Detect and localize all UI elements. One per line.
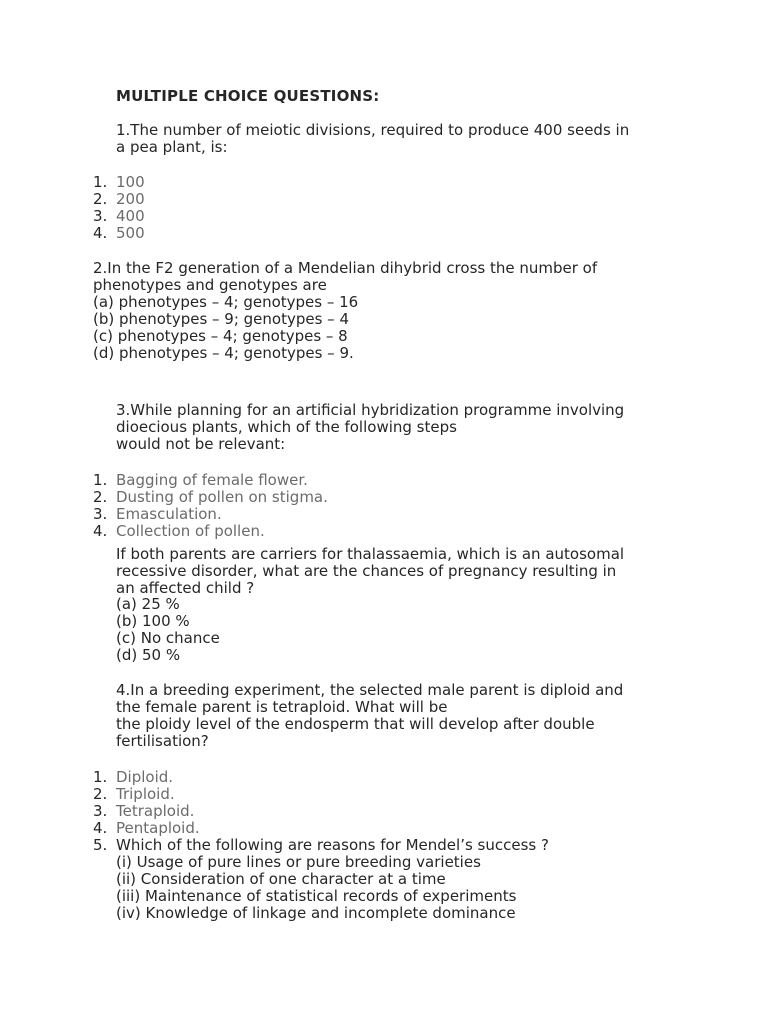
- option-text: Diploid.: [116, 768, 174, 786]
- thalassaemia-option: (c) No chance: [116, 629, 220, 647]
- question-5-option: (iv) Knowledge of linkage and incomplete dominance: [116, 904, 516, 922]
- list-number: 2.: [93, 488, 108, 506]
- list-number: 4.: [93, 522, 108, 540]
- option-text: 500: [116, 224, 145, 242]
- list-number: 3.: [93, 802, 108, 820]
- list-number: 3.: [93, 207, 108, 225]
- question-4-text-line: 4.In a breeding experiment, the selected male parent is diploid and: [116, 681, 624, 699]
- question-1-text-line: 1.The number of meiotic divisions, required to produce 400 seeds in: [116, 121, 630, 139]
- option-text: Bagging of female flower.: [116, 471, 308, 489]
- question-2-option: (d) phenotypes – 4; genotypes – 9.: [93, 344, 354, 362]
- option-text: Pentaploid.: [116, 819, 200, 837]
- thalassaemia-text-line: an affected child ?: [116, 579, 255, 597]
- question-5-option: (i) Usage of pure lines or pure breeding varieties: [116, 853, 481, 871]
- option-text: Triploid.: [116, 785, 175, 803]
- list-number: 1.: [93, 768, 108, 786]
- question-5-option: (ii) Consideration of one character at a time: [116, 870, 446, 888]
- list-number: 1.: [93, 471, 108, 489]
- question-2-option: (a) phenotypes – 4; genotypes – 16: [93, 293, 359, 311]
- option-text: 400: [116, 207, 145, 225]
- thalassaemia-option: (b) 100 %: [116, 612, 190, 630]
- page-title: MULTIPLE CHOICE QUESTIONS:: [116, 87, 380, 105]
- question-3-text-line: 3.While planning for an artificial hybridization programme involving: [116, 401, 625, 419]
- thalassaemia-text-line: If both parents are carriers for thalassaemia, which is an autosomal: [116, 545, 625, 563]
- option-text: 200: [116, 190, 145, 208]
- list-number: 3.: [93, 505, 108, 523]
- list-number: 2.: [93, 190, 108, 208]
- question-4-text-line: fertilisation?: [116, 732, 209, 750]
- list-number: 5.: [93, 836, 108, 854]
- list-number: 4.: [93, 819, 108, 837]
- question-1-text-line: a pea plant, is:: [116, 138, 228, 156]
- thalassaemia-option: (a) 25 %: [116, 595, 180, 613]
- option-text: Tetraploid.: [116, 802, 195, 820]
- option-text: Emasculation.: [116, 505, 222, 523]
- list-number: 4.: [93, 224, 108, 242]
- question-3-text-line: would not be relevant:: [116, 435, 286, 453]
- option-text: 100: [116, 173, 145, 191]
- thalassaemia-option: (d) 50 %: [116, 646, 181, 664]
- question-5-option: (iii) Maintenance of statistical records of experiments: [116, 887, 517, 905]
- question-2-option: (b) phenotypes – 9; genotypes – 4: [93, 310, 349, 328]
- question-4-text-line: the female parent is tetraploid. What will be: [116, 698, 448, 716]
- question-2-option: (c) phenotypes – 4; genotypes – 8: [93, 327, 348, 345]
- question-2-text-line: 2.In the F2 generation of a Mendelian dihybrid cross the number of: [93, 259, 598, 277]
- list-number: 1.: [93, 173, 108, 191]
- option-text: Collection of pollen.: [116, 522, 265, 540]
- question-3-text-line: dioecious plants, which of the following steps: [116, 418, 457, 436]
- question-2-text-line: phenotypes and genotypes are: [93, 276, 327, 294]
- question-5-text-line: Which of the following are reasons for Mendel’s success ?: [116, 836, 549, 854]
- option-text: Dusting of pollen on stigma.: [116, 488, 328, 506]
- list-number: 2.: [93, 785, 108, 803]
- thalassaemia-text-line: recessive disorder, what are the chances of pregnancy resulting in: [116, 562, 617, 580]
- question-4-text-line: the ploidy level of the endosperm that will develop after double: [116, 715, 595, 733]
